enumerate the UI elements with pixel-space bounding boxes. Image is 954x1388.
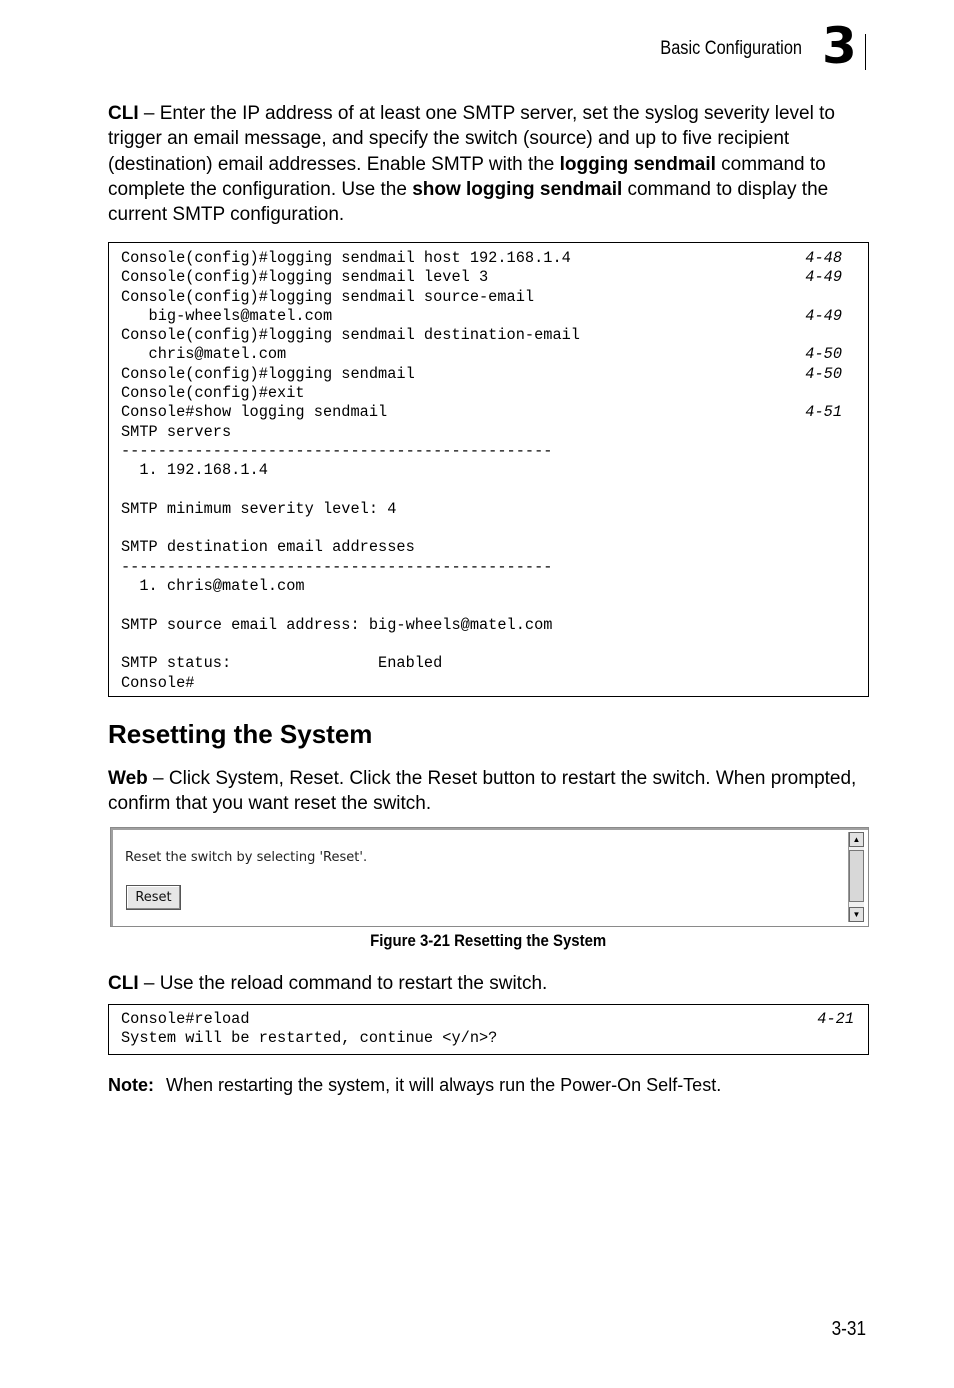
reset-screenshot [110, 827, 869, 927]
note [108, 1075, 721, 1096]
code-line [109, 384, 868, 403]
code-text: chris@matel.com [121, 345, 287, 364]
code-reference: 4-50 [805, 364, 842, 383]
cli-reload-paragraph [108, 971, 870, 996]
web-label: Web [108, 768, 148, 789]
code-text: ----------------------------------------------- [121, 441, 553, 460]
web-paragraph [108, 766, 870, 817]
code-line [109, 500, 868, 519]
code-line [109, 1010, 868, 1029]
code-text: big-wheels@matel.com [121, 306, 333, 325]
cli-reload-text: – Use the reload command to restart the switch. [138, 973, 548, 994]
code-text: ----------------------------------------------- [121, 557, 553, 576]
code-text: Console(config)#logging sendmail level 3 [121, 268, 489, 287]
scroll-thumb[interactable] [849, 850, 864, 902]
chapter-divider [865, 34, 866, 70]
code-line [109, 616, 868, 635]
code-line [109, 558, 868, 577]
code-line [109, 635, 868, 654]
running-header: Basic Configuration [660, 38, 802, 59]
code-line [109, 538, 868, 557]
cli-label-2: CLI [108, 973, 139, 994]
vertical-scrollbar[interactable] [848, 832, 864, 922]
code-reference: 4-51 [805, 403, 842, 422]
cmd-show-logging-sendmail: show logging sendmail [412, 178, 623, 200]
code-line [109, 596, 868, 615]
intro-text-c: command to display the current SMTP configuration. [108, 178, 829, 226]
cmd-logging-sendmail: logging sendmail [559, 153, 716, 175]
page-number: 3-31 [831, 1318, 866, 1340]
scroll-down-icon[interactable]: ▼ [849, 907, 864, 922]
code-reference: 4-21 [817, 1010, 854, 1028]
cli-label: CLI [108, 103, 139, 124]
code-text: SMTP servers [121, 422, 232, 441]
intro-text-b: command to complete the configuration. Use the [108, 153, 826, 200]
code-line [109, 519, 868, 538]
code-text: Console#show logging sendmail [121, 403, 388, 422]
reset-button[interactable]: Reset [126, 885, 181, 910]
code-line [109, 307, 868, 326]
code-line [109, 577, 868, 596]
code-line [109, 365, 868, 384]
web-text: – Click System, Reset. Click the Reset button to restart the switch. When prompted, confirm that you want reset the switch. [108, 768, 857, 815]
code-line [109, 423, 868, 442]
code-line [109, 674, 868, 693]
code-text: Console# [121, 673, 195, 692]
chapter-number: 3 [822, 17, 857, 75]
cli-example-reload [108, 1004, 869, 1055]
code-text: SMTP source email address: big-wheels@matel.com [121, 615, 553, 634]
code-text: SMTP status: Enabled [121, 654, 443, 673]
code-line [109, 326, 868, 345]
cli-example-smtp [108, 242, 869, 697]
code-line [109, 403, 868, 422]
code-text: Console(config)#logging sendmail host 192.168.1.4 [121, 249, 571, 267]
code-text: System will be restarted, continue <y/n>? [121, 1029, 498, 1048]
section-heading: Resetting the System [108, 719, 373, 749]
reset-message: Reset the switch by selecting 'Reset'. [125, 850, 368, 865]
code-text: 1. chris@matel.com [121, 577, 305, 596]
code-line [109, 461, 868, 480]
code-line [109, 654, 868, 673]
code-line [109, 288, 868, 307]
code-text: Console(config)#logging sendmail destination-email [121, 326, 580, 345]
code-text: Console#reload [121, 1010, 250, 1028]
code-reference: 4-49 [805, 268, 842, 287]
code-reference: 4-49 [805, 306, 842, 325]
code-line [109, 1029, 868, 1048]
code-line [109, 268, 868, 287]
code-reference: 4-50 [805, 345, 842, 364]
code-text: SMTP minimum severity level: 4 [121, 499, 397, 518]
code-text: Console(config)#logging sendmail [121, 364, 415, 383]
scroll-up-icon[interactable]: ▲ [849, 832, 864, 847]
intro-text-a: – Enter the IP address of at least one SMTP server, set the syslog severity level to trigger an email message, and specify the switch (source) and up to five recipient (destination) email addresses. Enable SMTP with the [108, 103, 835, 175]
intro-paragraph [108, 101, 870, 227]
code-line [109, 345, 868, 364]
code-line [109, 442, 868, 461]
note-label: Note: [108, 1075, 154, 1095]
code-text: SMTP destination email addresses [121, 538, 415, 557]
code-text: Console(config)#exit [121, 384, 305, 403]
code-text: Console(config)#logging sendmail source-email [121, 287, 535, 306]
note-text: When restarting the system, it will always run the Power-On Self-Test. [166, 1075, 722, 1095]
code-line [109, 249, 868, 268]
code-line [109, 481, 868, 500]
code-text: 1. 192.168.1.4 [121, 461, 268, 480]
code-reference: 4-48 [805, 249, 842, 267]
figure-caption: Figure 3-21 Resetting the System [369, 931, 607, 950]
